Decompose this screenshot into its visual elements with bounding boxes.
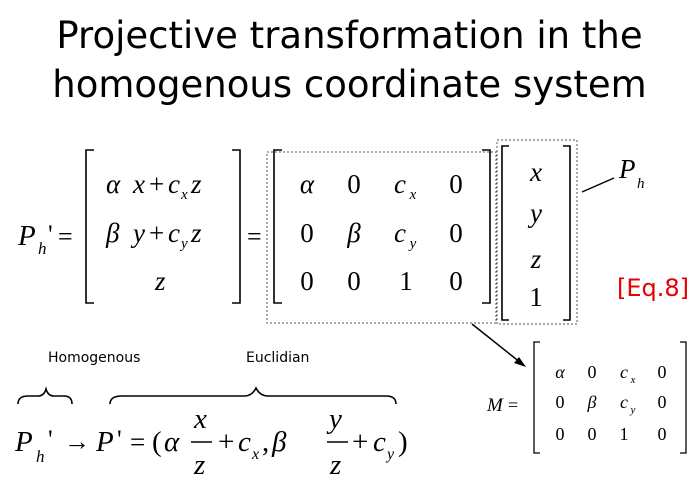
mm-0-0: α <box>555 362 565 382</box>
rv-beta: β <box>106 218 120 248</box>
m-0-2: c <box>394 169 406 199</box>
m-0-3: 0 <box>449 169 463 199</box>
rv-z2: z <box>191 218 202 248</box>
be-c2: c <box>373 426 386 458</box>
vector-label <box>618 154 645 192</box>
homogenous-brace <box>18 389 72 404</box>
lhs-p: P <box>18 220 36 252</box>
vec-x: x <box>530 157 542 187</box>
equation-number: [Eq.8] <box>617 274 690 302</box>
be-alpha: α <box>164 426 180 458</box>
rv-y: y <box>133 218 145 248</box>
be-arrow: → <box>64 427 90 456</box>
be-close-paren: ) <box>398 426 408 458</box>
m-equals: = <box>508 395 519 415</box>
be-comma: , <box>262 426 270 458</box>
be-frac1-den: z <box>194 449 206 481</box>
m-1-2-sub: y <box>409 236 417 252</box>
rv-plus-2: + <box>149 218 165 248</box>
mm-1-1: β <box>587 392 597 412</box>
m-1-2: c <box>394 218 406 248</box>
homogenous-label: Homogenous <box>48 350 141 366</box>
mid-equals: = <box>247 222 262 251</box>
euclidian-brace <box>110 388 396 404</box>
vec-z: z <box>530 244 542 274</box>
rv-c2: c <box>168 218 180 248</box>
be-prime: ' <box>48 425 53 454</box>
be-p2-prime: ' <box>117 425 122 454</box>
m-2-0: 0 <box>300 266 314 296</box>
vec-label-p: P <box>619 154 636 184</box>
mm-2-1: 0 <box>587 424 597 444</box>
mm-0-1: 0 <box>587 362 597 382</box>
rv-z1: z <box>191 169 202 199</box>
m-2-3: 0 <box>449 266 463 296</box>
rv-plus-1: + <box>149 169 165 199</box>
result-vector <box>105 169 202 296</box>
mm-2-3: 0 <box>657 424 667 444</box>
m-1-3: 0 <box>449 218 463 248</box>
vec-label-h: h <box>637 176 645 192</box>
lhs-equals: = <box>58 222 73 251</box>
be-frac2-num: y <box>329 403 342 435</box>
be-p2: P <box>96 426 114 458</box>
mm-2-0: 0 <box>555 424 565 444</box>
lhs-label <box>17 220 73 258</box>
be-plus-2: + <box>352 426 369 458</box>
be-cx-sub: x <box>252 446 260 463</box>
projection-matrix <box>300 169 463 296</box>
be-open-paren: ( <box>152 426 162 458</box>
m-0-2-sub: x <box>409 187 417 203</box>
mm-0-2-sub: x <box>630 374 636 386</box>
mm-0-3: 0 <box>657 362 667 382</box>
mm-1-2-sub: y <box>630 404 636 416</box>
mm-1-2: c <box>620 392 628 412</box>
be-c1: c <box>238 426 251 458</box>
m-2-1: 0 <box>347 266 361 296</box>
be-cy-sub: y <box>387 446 395 463</box>
title-line-1: Projective transformation in the <box>56 14 643 57</box>
title-line-2: homogenous coordinate system <box>52 63 647 106</box>
be-plus-1: + <box>218 426 235 458</box>
ph-pointer-line <box>582 178 614 192</box>
m-2-2: 1 <box>399 266 413 296</box>
be-beta: β <box>272 426 287 458</box>
be-equals: = <box>130 427 146 457</box>
mm-1-0: 0 <box>555 392 565 412</box>
lhs-sub-h: h <box>38 239 47 258</box>
m-1-1: β <box>347 218 361 248</box>
euclidian-label: Euclidian <box>246 350 310 366</box>
m-label: M <box>487 395 503 416</box>
be-frac2-den: z <box>330 449 342 481</box>
rv-z3: z <box>155 266 166 296</box>
m-0-0: α <box>299 169 315 199</box>
mm-1-3: 0 <box>657 392 667 412</box>
m-1-0: 0 <box>300 218 314 248</box>
mm-0-2: c <box>620 362 628 382</box>
matrix-to-m-arrow <box>472 324 526 367</box>
lhs-prime: ' <box>48 220 53 249</box>
rv-x: x <box>133 169 145 199</box>
be-p-sub: h <box>36 447 45 466</box>
vec-one: 1 <box>529 282 543 312</box>
m-0-1: 0 <box>347 169 361 199</box>
be-frac1-num: x <box>194 403 207 435</box>
rv-alpha: α <box>106 169 121 199</box>
bottom-equation <box>14 403 408 481</box>
mm-2-2: 1 <box>619 424 629 444</box>
rv-c1: c <box>168 169 180 199</box>
rv-c1-sub: x <box>181 187 188 203</box>
be-p: P <box>15 426 33 458</box>
vec-y: y <box>530 198 542 228</box>
rv-c2-sub: y <box>181 236 188 252</box>
homogeneous-vector <box>527 157 543 312</box>
